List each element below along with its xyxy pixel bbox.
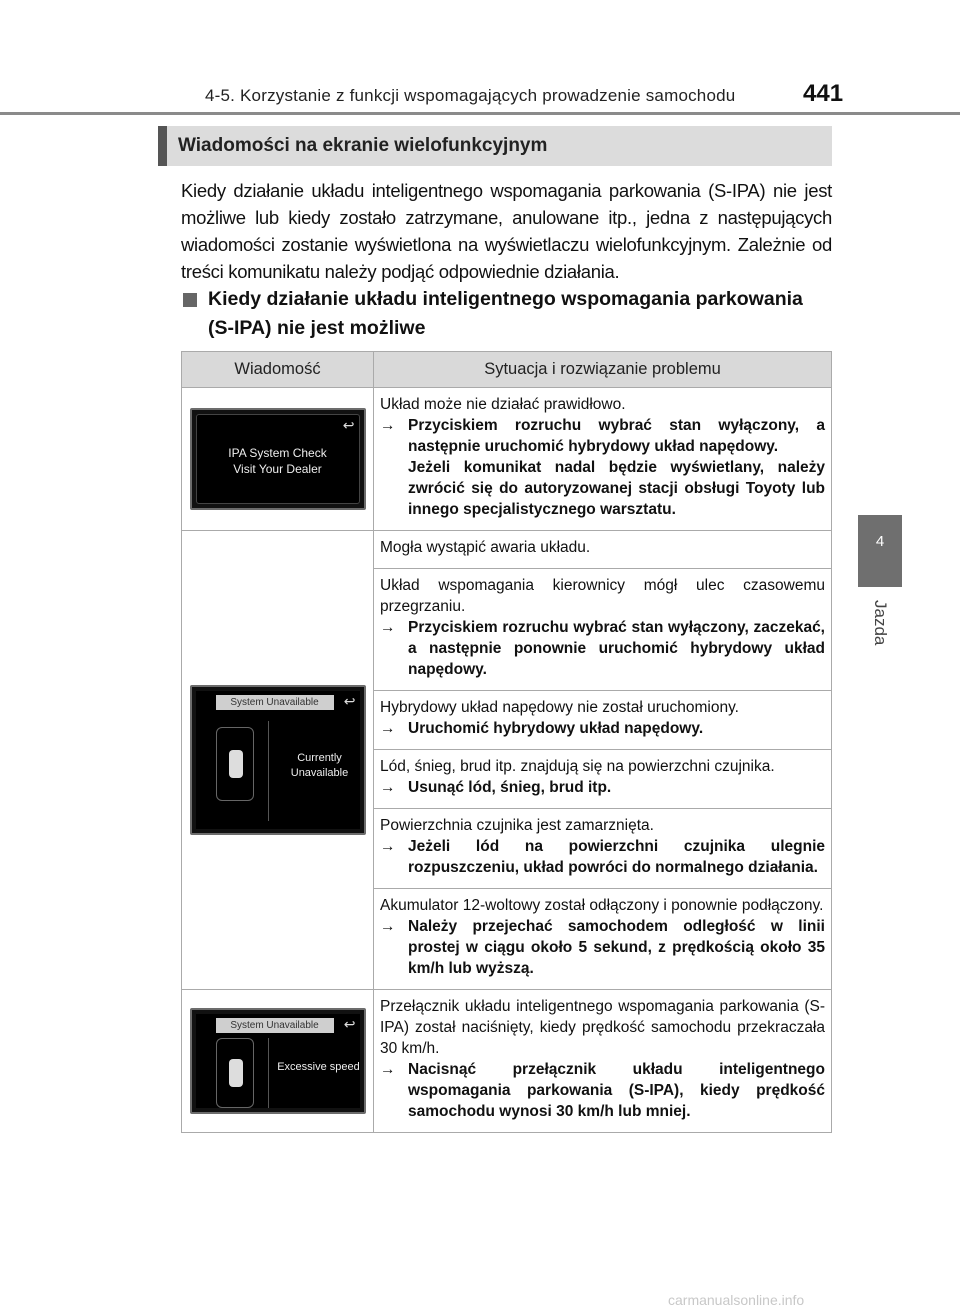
situation-cell (374, 990, 832, 1133)
arrow-right-icon: → (380, 720, 396, 737)
situation-cell (374, 531, 832, 569)
action-text: Przyciskiem rozruchu wybrać stan wyłączony, a następnie uruchomić hybrydowy układ napędowy. (408, 417, 825, 455)
table-row (182, 388, 832, 531)
table-row (182, 531, 832, 569)
square-bullet-icon (183, 293, 197, 307)
screen-divider (268, 721, 269, 821)
screen-text-line1: IPA System Check (228, 446, 327, 460)
message-cell (182, 531, 374, 990)
action-text: Przyciskiem rozruchu wybrać stan wyłączony, zaczekać, a następnie ponownie uruchomić hybrydowy układ napędowy. (408, 619, 825, 678)
situation-cell (374, 889, 832, 990)
chapter-title: 4-5. Korzystanie z funkcji wspomagających prowadzenie samochodu (205, 86, 736, 105)
screen-text-line2: Visit Your Dealer (233, 462, 322, 476)
action-text: Usunąć lód, śnieg, brud itp. (408, 779, 612, 796)
page-number: 441 (803, 80, 844, 107)
back-arrow-icon: ↩ (343, 693, 356, 709)
situation-text: Lód, śnieg, brud itp. znajdują się na powierzchni czujnika. (380, 758, 775, 775)
arrow-right-icon: → (380, 417, 396, 434)
car-top-view-icon (216, 1038, 254, 1108)
watermark: carmanualsonline.info (668, 1292, 805, 1308)
display-excessive-speed (190, 1008, 366, 1114)
action-step (380, 777, 825, 798)
chapter-label (870, 596, 890, 656)
action-step (380, 836, 825, 878)
arrow-right-icon: → (380, 918, 396, 935)
situation-text: Mogła wystąpić awaria układu. (380, 539, 591, 556)
action-text: Należy przejechać samochodem odległość w linii prostej w ciągu około 5 sekund, z prędkością około 35 km/h lub wyższą. (408, 918, 825, 977)
situation-text: Hybrydowy układ napędowy nie został uruchomiony. (380, 699, 739, 716)
situation-cell (374, 569, 832, 691)
header-divider (0, 112, 960, 115)
action-text: Uruchomić hybrydowy układ napędowy. (408, 720, 704, 737)
display-ipa-check (190, 408, 366, 510)
situation-text: Powierzchnia czujnika jest zamarznięta. (380, 817, 654, 834)
table-header-row (182, 352, 832, 388)
arrow-right-icon: → (380, 619, 396, 636)
action-text: Nacisnąć przełącznik układu inteligentnego wspomagania parkowania (S-IPA), kiedy prędkość samochodu wynosi 30 km/h lub mniej. (408, 1061, 825, 1120)
action-text: Jeżeli lód na powierzchni czujnika ulegnie rozpuszczeniu, układ powróci do normalnego działania. (408, 838, 825, 876)
back-arrow-icon: ↩ (342, 417, 355, 433)
situation-cell (374, 750, 832, 809)
intro-paragraph: Kiedy działanie układu inteligentnego wspomagania parkowania (S-IPA) nie jest możliwe lub kiedy zostało zatrzymane, anulowane itp., jedna z następujących wiadomości zostanie wyświetlona na wyświetlaczu wielofunkcyjnym. Zależnie od treści komunikatu należy podjąć odpowiednie działania. (181, 180, 832, 282)
banner-system-unavailable: System Unavailable (216, 1018, 334, 1033)
action-step (380, 718, 825, 739)
situation-text: Przełącznik układu inteligentnego wspomagania parkowania (S-IPA) został naciśnięty, kiedy prędkość samochodu przekraczała 30 km/h. (380, 998, 825, 1057)
action-step (380, 415, 825, 457)
action-step (380, 1059, 825, 1122)
situation-cell (374, 691, 832, 750)
screen-text-line2: Unavailable (290, 767, 349, 779)
header-situation: Sytuacja i rozwiązanie problemu (374, 352, 832, 388)
chapter-tab (858, 515, 902, 587)
chapter-number: 4 (875, 533, 885, 550)
section-bar-marker (158, 126, 167, 166)
section-heading (158, 126, 832, 166)
situation-text: Układ może nie działać prawidłowo. (380, 396, 626, 413)
arrow-right-icon: → (380, 838, 396, 855)
page-header (0, 0, 960, 115)
display-system-unavailable (190, 685, 366, 835)
header-message: Wiadomość (182, 352, 374, 388)
section-title: Wiadomości na ekranie wielofunkcyjnym (178, 135, 548, 156)
screen-divider (268, 1038, 269, 1108)
message-cell (182, 388, 374, 531)
messages-table (181, 351, 832, 1133)
screen-text-line1: Currently (297, 752, 342, 764)
situation-cell (374, 388, 832, 531)
car-top-view-icon (216, 727, 254, 801)
screen-text-line1: Excessive speed (277, 1061, 360, 1073)
back-arrow-icon: ↩ (343, 1016, 356, 1032)
situation-text: Akumulator 12-woltowy został odłączony i ponownie podłączony. (380, 897, 824, 914)
note-text: Jeżeli komunikat nadal będzie wyświetlany, należy zwrócić się do autoryzowanej stacji obsługi Toyoty lub innego specjalistycznego warsztatu. (408, 459, 825, 518)
action-step (380, 617, 825, 680)
subsection-heading: Kiedy działanie układu inteligentnego wspomagania parkowania (S-IPA) nie jest możliwe (208, 288, 803, 339)
banner-system-unavailable: System Unavailable (216, 695, 334, 710)
message-cell (182, 990, 374, 1133)
chapter-label-text: Jazda (871, 600, 890, 646)
action-step (380, 916, 825, 979)
situation-text: Układ wspomagania kierownicy mógł ulec czasowemu przegrzaniu. (380, 577, 825, 615)
table-row (182, 990, 832, 1133)
situation-cell (374, 809, 832, 889)
arrow-right-icon: → (380, 779, 396, 796)
arrow-right-icon: → (380, 1061, 396, 1078)
